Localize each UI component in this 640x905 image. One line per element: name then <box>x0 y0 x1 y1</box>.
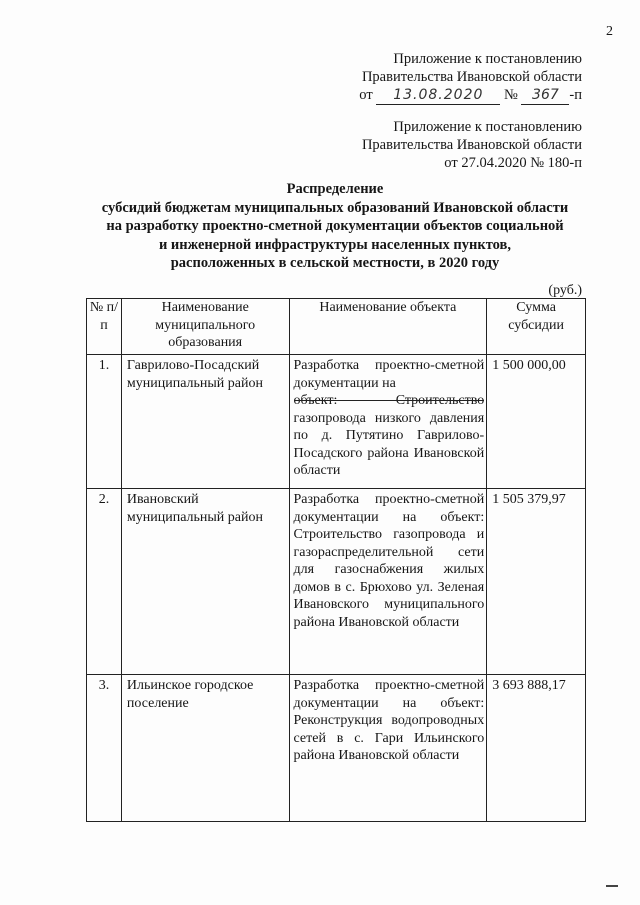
row-municipality: Гаврилово-Посадский муниципальный район <box>121 355 289 489</box>
row-num: 3. <box>87 675 122 822</box>
title-line-4: и инженерной инфраструктуры населенных пунктов, <box>158 236 512 253</box>
appendix-original-header <box>362 118 582 172</box>
object-text-part-1: Разработка проектно-сметной документации на <box>293 358 485 391</box>
row-object: Разработка проектно-сметной документации на объект: Строительство газопровода и газораспределительной сети для газоснабжения жилых домов в с. Брюхово ул. Зеленая Ивановского муниципального района Ивановской области <box>289 489 487 675</box>
row-object: Разработка проектно-сметной документации на объект: Реконструкция водопроводных сетей в с. Гари Ильинского района Ивановской области <box>289 675 487 822</box>
appendix-orig-line-2: Правительства Ивановской области <box>361 137 582 153</box>
title-line-5: расположенных в сельской местности, в 2020 году <box>170 255 500 271</box>
row-sum: 1 505 379,97 <box>487 489 586 675</box>
scan-mark <box>606 885 618 887</box>
handwritten-date: 13.08.2020 <box>376 86 500 105</box>
row-object <box>289 355 487 489</box>
table-header-row <box>87 299 586 355</box>
title-line-3: на разработку проектно-сметной документации объектов социальной <box>106 218 564 234</box>
object-text-part-2: газопровода низкого давления по д. Путятино Гаврилово-Посадского района Ивановской области <box>293 410 485 478</box>
header-object: Наименование объекта <box>289 299 487 355</box>
appendix-orig-line-3: от 27.04.2020 № 180-п <box>444 155 582 171</box>
table-row <box>87 489 586 675</box>
number-sign: № <box>503 87 518 103</box>
header-municipality: Наименование муниципального образования <box>121 299 289 355</box>
row-num: 1. <box>87 355 122 489</box>
row-municipality: Ильинское городское поселение <box>121 675 289 822</box>
appendix-line-1: Приложение к постановлению <box>393 51 582 67</box>
handwritten-number: 367 <box>521 86 569 105</box>
row-sum: 1 500 000,00 <box>487 355 586 489</box>
row-sum: 3 693 888,17 <box>487 675 586 822</box>
document-title <box>70 180 600 273</box>
object-text-struck: объект: Строительство <box>293 393 485 408</box>
subsidy-table <box>86 298 586 822</box>
appendix-orig-line-1: Приложение к постановлению <box>393 119 582 135</box>
row-num: 2. <box>87 489 122 675</box>
units-label: (руб.) <box>548 283 582 298</box>
table-row <box>87 675 586 822</box>
page-number: 2 <box>606 24 613 39</box>
number-suffix: -п <box>569 87 582 103</box>
appendix-date-line <box>359 86 582 105</box>
appendix-line-2: Правительства Ивановской области <box>361 69 582 85</box>
row-municipality: Ивановский муниципальный район <box>121 489 289 675</box>
title-line-2: субсидий бюджетам муниципальных образований Ивановской области <box>101 199 569 216</box>
appendix-current-header <box>359 50 582 105</box>
header-num: № п/п <box>87 299 122 355</box>
table-row <box>87 355 586 489</box>
date-prefix: от <box>359 87 373 103</box>
header-sum: Сумма субсидии <box>487 299 586 355</box>
title-line-1: Распределение <box>286 181 384 197</box>
